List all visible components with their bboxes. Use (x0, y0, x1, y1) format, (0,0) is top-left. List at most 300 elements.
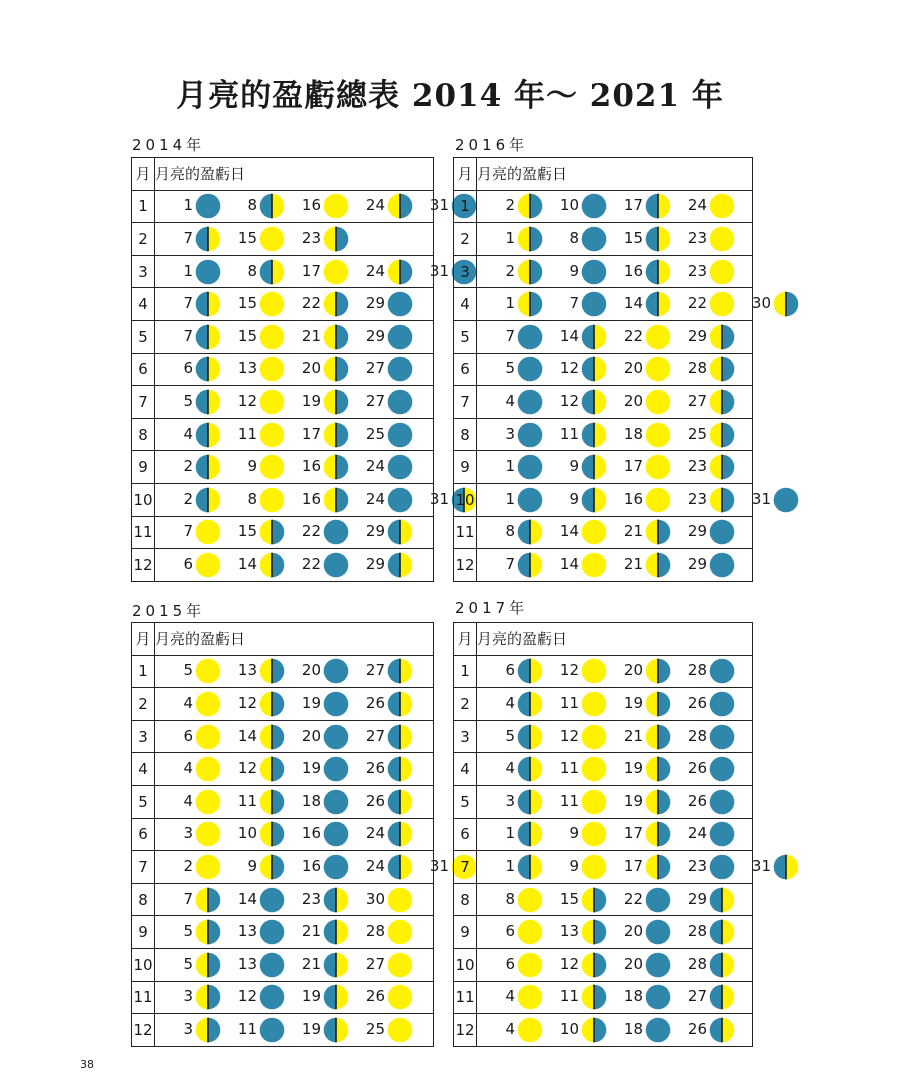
first-quarter-icon (195, 226, 221, 252)
month-column-header: 月 (454, 623, 477, 656)
last-quarter-icon (259, 789, 285, 815)
table-header-row (132, 158, 434, 191)
first-quarter-icon (517, 821, 543, 847)
phase-date: 3 (505, 424, 515, 443)
month-number: 3 (454, 720, 477, 753)
month-number: 11 (132, 981, 155, 1014)
table-row (132, 818, 434, 851)
phase-entry (351, 389, 415, 415)
phase-date: 7 (569, 294, 579, 313)
phase-date: 13 (237, 954, 257, 973)
table-row (454, 688, 753, 721)
phase-entry (159, 952, 223, 978)
phase-date: 14 (237, 889, 257, 908)
month-number: 9 (132, 451, 155, 484)
new-moon-icon (387, 324, 413, 350)
full-moon-icon (195, 854, 221, 880)
phase-entry (223, 854, 287, 880)
table-row (132, 190, 434, 223)
phase-date: 21 (623, 554, 643, 573)
full-moon-icon (645, 422, 671, 448)
phase-date: 27 (365, 726, 385, 745)
phase-date: 1 (183, 196, 193, 215)
full-moon-icon (581, 519, 607, 545)
new-moon-icon (259, 919, 285, 945)
last-quarter-icon (645, 854, 671, 880)
phase-date: 19 (301, 759, 321, 778)
phase-entry (609, 724, 673, 750)
phase-date: 7 (505, 326, 515, 345)
phase-days-cell (477, 223, 753, 256)
phase-entry (287, 984, 351, 1010)
phase-date: 2 (183, 856, 193, 875)
phase-entry (223, 724, 287, 750)
table-row (454, 785, 753, 818)
phase-entry (351, 356, 415, 382)
phase-entry (609, 389, 673, 415)
phase-date: 23 (687, 457, 707, 476)
phase-date: 1 (505, 489, 515, 508)
phase-entry (351, 552, 415, 578)
last-quarter-icon (645, 552, 671, 578)
last-quarter-icon (709, 356, 735, 382)
new-moon-icon (709, 821, 735, 847)
phase-days-cell (155, 549, 434, 582)
month-number: 2 (454, 688, 477, 721)
phase-entry (351, 487, 415, 513)
phase-entry (287, 356, 351, 382)
phase-date: 11 (237, 791, 257, 810)
phase-entry (223, 984, 287, 1010)
month-column-header: 月 (454, 158, 477, 191)
month-number: 8 (454, 418, 477, 451)
phase-entry (609, 519, 673, 545)
phase-date: 21 (623, 522, 643, 541)
phase-days-cell (477, 981, 753, 1014)
first-quarter-icon (323, 887, 349, 913)
table-row (454, 190, 753, 223)
phase-entry (287, 519, 351, 545)
phase-days-cell (155, 785, 434, 818)
phase-days-cell (477, 851, 771, 884)
last-quarter-icon (195, 952, 221, 978)
phase-entry (673, 724, 737, 750)
phase-date: 28 (687, 922, 707, 941)
page-title: 月亮的盈虧總表 2014 年～ 2021 年 (176, 78, 724, 114)
phase-entry (481, 789, 545, 815)
first-quarter-icon (645, 226, 671, 252)
phase-date: 15 (237, 294, 257, 313)
last-quarter-icon (773, 291, 799, 317)
phase-entry (223, 389, 287, 415)
phase-entry (287, 291, 351, 317)
new-moon-icon (259, 952, 285, 978)
first-quarter-icon (645, 291, 671, 317)
phase-date: 16 (623, 489, 643, 508)
page-number: 38 (80, 1058, 94, 1071)
phase-entry (673, 389, 737, 415)
new-moon-icon (323, 552, 349, 578)
phase-date: 31 (429, 196, 449, 215)
phase-date: 1 (505, 457, 515, 476)
phase-entry (673, 984, 737, 1010)
new-moon-icon (517, 454, 543, 480)
phase-entry (223, 952, 287, 978)
last-quarter-icon (709, 487, 735, 513)
phase-date: 14 (559, 522, 579, 541)
phase-date: 29 (365, 294, 385, 313)
full-moon-icon (709, 226, 735, 252)
phase-entry (159, 919, 223, 945)
phase-entry (545, 854, 609, 880)
full-moon-icon (645, 487, 671, 513)
full-moon-icon (323, 259, 349, 285)
new-moon-icon (387, 487, 413, 513)
phase-date: 19 (301, 391, 321, 410)
first-quarter-icon (195, 389, 221, 415)
phase-date: 13 (237, 359, 257, 378)
phase-entry (287, 552, 351, 578)
phase-date: 5 (183, 922, 193, 941)
phase-days-cell (477, 483, 771, 516)
first-quarter-icon (517, 724, 543, 750)
last-quarter-icon (323, 291, 349, 317)
full-moon-icon (259, 389, 285, 415)
new-moon-icon (709, 756, 735, 782)
last-quarter-icon (259, 691, 285, 717)
phase-entry (223, 691, 287, 717)
phase-entry (545, 724, 609, 750)
phase-entry (223, 658, 287, 684)
phase-date: 4 (183, 791, 193, 810)
phase-days-cell (477, 720, 753, 753)
phase-date: 17 (623, 196, 643, 215)
phase-entry (287, 422, 351, 448)
phase-days-cell (155, 190, 449, 223)
phase-days-cell (477, 688, 753, 721)
month-number: 11 (454, 981, 477, 1014)
phase-entry (481, 454, 545, 480)
first-quarter-icon (517, 854, 543, 880)
table-row (454, 549, 753, 582)
phase-date: 23 (687, 261, 707, 280)
phase-entry (159, 724, 223, 750)
last-quarter-icon (387, 193, 413, 219)
table-row (132, 785, 434, 818)
phase-days-cell (155, 516, 434, 549)
new-moon-icon (517, 422, 543, 448)
phase-days-cell (477, 418, 753, 451)
phase-entry (223, 789, 287, 815)
phase-entry (159, 1017, 223, 1043)
phase-date: 14 (237, 554, 257, 573)
phase-date: 2 (505, 196, 515, 215)
phase-entry (159, 552, 223, 578)
phase-date: 14 (623, 294, 643, 313)
full-moon-icon (387, 984, 413, 1010)
phase-entry (673, 193, 737, 219)
phase-date: 12 (559, 391, 579, 410)
full-moon-icon (195, 789, 221, 815)
month-number: 3 (132, 720, 155, 753)
full-moon-icon (259, 487, 285, 513)
phase-days-cell (477, 916, 753, 949)
phase-entry (481, 821, 545, 847)
month-number: 4 (132, 753, 155, 786)
phase-days-cell (155, 386, 434, 419)
phase-entry (545, 984, 609, 1010)
full-moon-icon (195, 821, 221, 847)
phase-entry (481, 887, 545, 913)
phase-date: 23 (301, 228, 321, 247)
phase-entry (545, 952, 609, 978)
phase-entry (481, 422, 545, 448)
phase-date: 27 (365, 359, 385, 378)
phase-entry (609, 984, 673, 1010)
year-label: 2016年 (455, 136, 529, 154)
first-quarter-icon (195, 487, 221, 513)
phase-entry (159, 789, 223, 815)
table-row (132, 353, 434, 386)
new-moon-icon (709, 691, 735, 717)
phase-entry (159, 454, 223, 480)
moon-phase-table (453, 157, 771, 582)
phase-date: 26 (687, 759, 707, 778)
first-quarter-icon (581, 356, 607, 382)
month-number: 6 (454, 353, 477, 386)
phase-date: 26 (687, 791, 707, 810)
phase-date: 23 (687, 228, 707, 247)
phase-date: 26 (687, 693, 707, 712)
phase-entry (737, 487, 801, 513)
phase-entry (673, 691, 737, 717)
new-moon-icon (323, 756, 349, 782)
phase-entry (545, 658, 609, 684)
last-quarter-icon (709, 324, 735, 350)
month-number: 7 (132, 386, 155, 419)
phase-entry (351, 756, 415, 782)
phase-entry (223, 519, 287, 545)
table-row (454, 386, 753, 419)
first-quarter-icon (773, 854, 799, 880)
full-moon-icon (259, 291, 285, 317)
first-quarter-icon (387, 691, 413, 717)
phase-days-cell (155, 223, 434, 256)
phase-date: 24 (365, 196, 385, 215)
phase-entry (287, 487, 351, 513)
full-moon-icon (581, 691, 607, 717)
phase-entry (223, 821, 287, 847)
phase-entry (481, 756, 545, 782)
month-number: 4 (454, 288, 477, 321)
phase-entry (351, 291, 415, 317)
phase-date: 9 (569, 856, 579, 875)
phase-entry (159, 658, 223, 684)
phase-entry (351, 854, 415, 880)
table-row (132, 451, 434, 484)
phase-entry (609, 952, 673, 978)
phase-entry (673, 756, 737, 782)
phase-date: 30 (365, 889, 385, 908)
phase-date: 24 (365, 824, 385, 843)
phase-days-cell (155, 688, 434, 721)
new-moon-icon (645, 1017, 671, 1043)
phase-days-cell (477, 190, 753, 223)
new-moon-icon (259, 984, 285, 1010)
first-quarter-icon (259, 259, 285, 285)
phase-entry (159, 259, 223, 285)
new-moon-icon (323, 691, 349, 717)
phase-entry (481, 658, 545, 684)
table-row (132, 688, 434, 721)
month-number: 7 (454, 851, 477, 884)
phase-entry (673, 887, 737, 913)
phase-date: 23 (687, 489, 707, 508)
new-moon-icon (387, 454, 413, 480)
month-column-header: 月 (132, 623, 155, 656)
phase-date: 7 (183, 294, 193, 313)
phase-days-cell (155, 916, 434, 949)
phase-date: 28 (687, 954, 707, 973)
phase-date: 26 (365, 987, 385, 1006)
table-row (454, 916, 753, 949)
phase-entry (159, 291, 223, 317)
phase-entry (481, 1017, 545, 1043)
month-number: 10 (132, 483, 155, 516)
phase-entry (481, 984, 545, 1010)
last-quarter-icon (259, 552, 285, 578)
full-moon-icon (581, 756, 607, 782)
phase-days-cell (477, 785, 753, 818)
phase-date: 8 (505, 889, 515, 908)
first-quarter-icon (517, 789, 543, 815)
phase-date: 28 (687, 359, 707, 378)
phase-date: 26 (365, 759, 385, 778)
first-quarter-icon (195, 291, 221, 317)
full-moon-icon (195, 519, 221, 545)
phase-entry (287, 789, 351, 815)
phase-date: 5 (505, 359, 515, 378)
phase-entry (159, 487, 223, 513)
phase-days-cell (477, 255, 753, 288)
last-quarter-icon (709, 422, 735, 448)
new-moon-icon (773, 487, 799, 513)
phase-date: 28 (365, 922, 385, 941)
new-moon-icon (581, 193, 607, 219)
last-quarter-icon (645, 724, 671, 750)
new-moon-icon (581, 259, 607, 285)
phase-entry (287, 724, 351, 750)
last-quarter-icon (259, 854, 285, 880)
phase-entry (545, 454, 609, 480)
table-row (132, 320, 434, 353)
table-row (132, 288, 434, 321)
phase-date: 26 (687, 1019, 707, 1038)
phase-entry (159, 887, 223, 913)
phase-entry (351, 724, 415, 750)
phase-entry (545, 259, 609, 285)
phase-date: 2 (183, 457, 193, 476)
phase-date: 21 (301, 954, 321, 973)
phase-date: 6 (505, 922, 515, 941)
phase-entry (223, 919, 287, 945)
phase-date: 16 (301, 196, 321, 215)
phase-entry (223, 356, 287, 382)
phase-days-cell (155, 288, 434, 321)
phase-entry (159, 226, 223, 252)
phase-date: 24 (687, 196, 707, 215)
new-moon-icon (645, 887, 671, 913)
phase-entry (351, 658, 415, 684)
new-moon-icon (709, 789, 735, 815)
phase-date: 4 (183, 759, 193, 778)
phase-date: 22 (623, 889, 643, 908)
new-moon-icon (323, 658, 349, 684)
first-quarter-icon (195, 356, 221, 382)
first-quarter-icon (517, 552, 543, 578)
first-quarter-icon (645, 259, 671, 285)
table-row (132, 386, 434, 419)
phase-date: 20 (301, 726, 321, 745)
new-moon-icon (517, 356, 543, 382)
phase-date: 5 (183, 954, 193, 973)
phase-date: 31 (429, 489, 449, 508)
full-moon-icon (259, 356, 285, 382)
phase-entry (545, 919, 609, 945)
phase-entry (609, 487, 673, 513)
table-row (132, 655, 434, 688)
days-column-header: 月亮的盈虧日 (155, 623, 434, 656)
full-moon-icon (259, 454, 285, 480)
last-quarter-icon (645, 519, 671, 545)
first-quarter-icon (323, 1017, 349, 1043)
phase-entry (545, 789, 609, 815)
phase-date: 1 (183, 261, 193, 280)
new-moon-icon (323, 519, 349, 545)
table-row (132, 916, 434, 949)
new-moon-icon (581, 226, 607, 252)
phase-date: 6 (183, 359, 193, 378)
phase-entry (223, 1017, 287, 1043)
phase-entry (481, 854, 545, 880)
phase-entry (351, 789, 415, 815)
month-number: 11 (132, 516, 155, 549)
table-row (132, 948, 434, 981)
phase-date: 17 (301, 261, 321, 280)
table-row (454, 483, 753, 516)
phase-date: 25 (687, 424, 707, 443)
last-quarter-icon (323, 487, 349, 513)
phase-date: 9 (569, 489, 579, 508)
phase-entry (351, 984, 415, 1010)
phase-date: 5 (183, 661, 193, 680)
phase-entry (609, 691, 673, 717)
phase-entry (737, 291, 801, 317)
table-row (454, 720, 753, 753)
last-quarter-icon (259, 724, 285, 750)
phase-date: 19 (623, 791, 643, 810)
new-moon-icon (517, 324, 543, 350)
moon-phase-table (453, 622, 771, 1047)
phase-entry (159, 193, 223, 219)
phase-date: 20 (301, 661, 321, 680)
year-label: 2014年 (132, 136, 206, 154)
table-row (454, 516, 753, 549)
phase-date: 1 (505, 856, 515, 875)
table-row (132, 255, 434, 288)
phase-entry (673, 952, 737, 978)
first-quarter-icon (387, 789, 413, 815)
